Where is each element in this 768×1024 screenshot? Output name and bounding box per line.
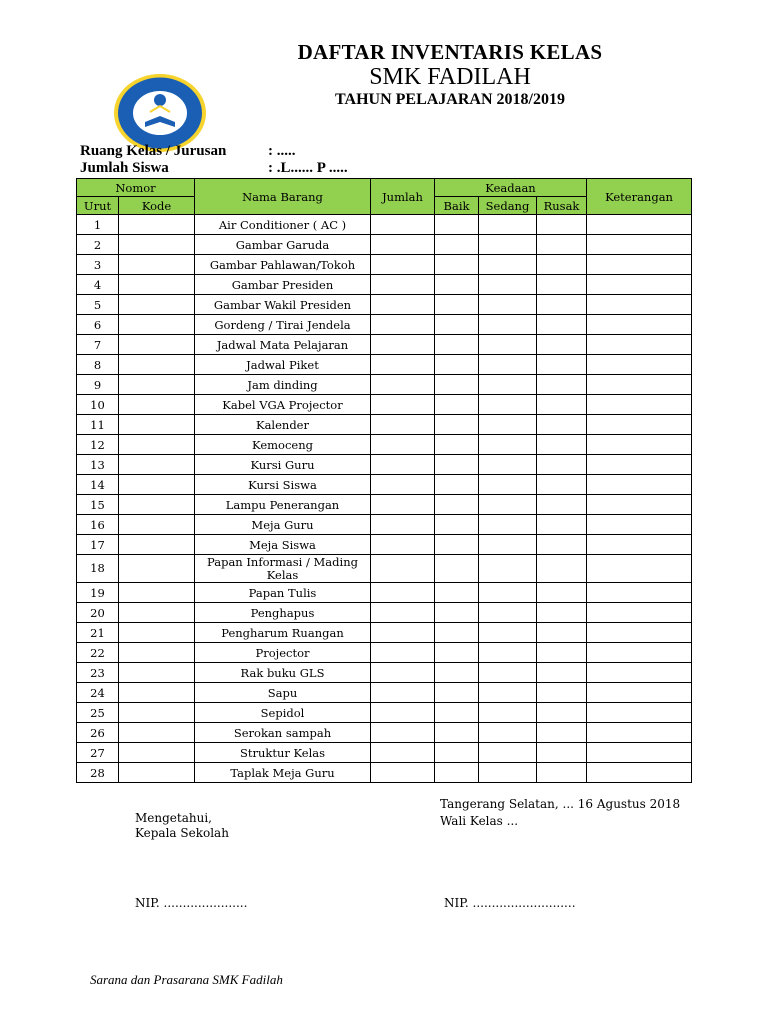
row-jumlah <box>371 435 435 455</box>
row-keterangan <box>587 215 692 235</box>
row-rusak <box>537 375 587 395</box>
row-keterangan <box>587 295 692 315</box>
row-number: 6 <box>77 315 119 335</box>
kepala-sekolah-label: Kepala Sekolah <box>135 826 229 840</box>
row-jumlah <box>371 275 435 295</box>
row-keterangan <box>587 315 692 335</box>
row-item-name: Kursi Siswa <box>195 475 371 495</box>
school-name: SMK FADILAH <box>369 64 531 90</box>
row-sedang <box>479 583 537 603</box>
row-rusak <box>537 435 587 455</box>
row-number: 11 <box>77 415 119 435</box>
row-sedang <box>479 395 537 415</box>
row-baik <box>435 703 479 723</box>
row-baik <box>435 603 479 623</box>
row-sedang <box>479 275 537 295</box>
row-keterangan <box>587 395 692 415</box>
row-item-name: Papan Informasi / Mading Kelas <box>195 555 371 583</box>
row-kode <box>119 315 195 335</box>
row-rusak <box>537 355 587 375</box>
row-keterangan <box>587 703 692 723</box>
row-rusak <box>537 495 587 515</box>
row-number: 24 <box>77 683 119 703</box>
row-kode <box>119 583 195 603</box>
row-baik <box>435 763 479 783</box>
header-nomor: Nomor <box>77 179 195 197</box>
students-info <box>80 160 348 177</box>
row-number: 28 <box>77 763 119 783</box>
row-rusak <box>537 603 587 623</box>
row-sedang <box>479 415 537 435</box>
row-number: 25 <box>77 703 119 723</box>
row-keterangan <box>587 515 692 535</box>
row-item-name: Taplak Meja Guru <box>195 763 371 783</box>
row-jumlah <box>371 355 435 375</box>
table-row <box>77 663 692 683</box>
row-item-name: Rak buku GLS <box>195 663 371 683</box>
row-jumlah <box>371 475 435 495</box>
row-number: 12 <box>77 435 119 455</box>
table-row <box>77 583 692 603</box>
row-baik <box>435 623 479 643</box>
row-kode <box>119 415 195 435</box>
table-row <box>77 703 692 723</box>
row-jumlah <box>371 555 435 583</box>
row-sedang <box>479 643 537 663</box>
row-jumlah <box>371 415 435 435</box>
table-row <box>77 643 692 663</box>
row-item-name: Gambar Pahlawan/Tokoh <box>195 255 371 275</box>
row-sedang <box>479 703 537 723</box>
inventory-table <box>76 178 692 783</box>
row-item-name: Penghapus <box>195 603 371 623</box>
row-sedang <box>479 215 537 235</box>
table-row <box>77 623 692 643</box>
row-baik <box>435 295 479 315</box>
row-jumlah <box>371 515 435 535</box>
row-item-name: Meja Guru <box>195 515 371 535</box>
nip-left: NIP. ...................... <box>135 896 248 910</box>
row-keterangan <box>587 335 692 355</box>
row-sedang <box>479 535 537 555</box>
school-logo <box>112 72 208 154</box>
row-kode <box>119 475 195 495</box>
row-kode <box>119 603 195 623</box>
row-number: 26 <box>77 723 119 743</box>
row-number: 2 <box>77 235 119 255</box>
row-baik <box>435 255 479 275</box>
row-number: 14 <box>77 475 119 495</box>
row-keterangan <box>587 495 692 515</box>
row-rusak <box>537 663 587 683</box>
row-item-name: Kabel VGA Projector <box>195 395 371 415</box>
row-rusak <box>537 215 587 235</box>
row-keterangan <box>587 235 692 255</box>
row-jumlah <box>371 335 435 355</box>
row-jumlah <box>371 723 435 743</box>
header-keadaan: Keadaan <box>435 179 587 197</box>
row-item-name: Sapu <box>195 683 371 703</box>
row-number: 21 <box>77 623 119 643</box>
row-number: 9 <box>77 375 119 395</box>
row-keterangan <box>587 535 692 555</box>
row-keterangan <box>587 743 692 763</box>
row-kode <box>119 643 195 663</box>
row-baik <box>435 315 479 335</box>
row-number: 13 <box>77 455 119 475</box>
header-kode: Kode <box>119 197 195 215</box>
row-jumlah <box>371 235 435 255</box>
row-number: 16 <box>77 515 119 535</box>
row-item-name: Serokan sampah <box>195 723 371 743</box>
row-keterangan <box>587 723 692 743</box>
row-rusak <box>537 555 587 583</box>
row-item-name: Kemoceng <box>195 435 371 455</box>
row-sedang <box>479 355 537 375</box>
row-item-name: Gambar Wakil Presiden <box>195 295 371 315</box>
row-baik <box>435 435 479 455</box>
table-row <box>77 683 692 703</box>
header-baik: Baik <box>435 197 479 215</box>
row-item-name: Gordeng / Tirai Jendela <box>195 315 371 335</box>
row-item-name: Struktur Kelas <box>195 743 371 763</box>
row-sedang <box>479 663 537 683</box>
row-kode <box>119 275 195 295</box>
table-row <box>77 335 692 355</box>
row-jumlah <box>371 763 435 783</box>
row-keterangan <box>587 555 692 583</box>
row-item-name: Pengharum Ruangan <box>195 623 371 643</box>
row-keterangan <box>587 683 692 703</box>
row-jumlah <box>371 583 435 603</box>
row-sedang <box>479 475 537 495</box>
row-baik <box>435 235 479 255</box>
wali-kelas-label: Wali Kelas ... <box>440 814 519 828</box>
row-baik <box>435 475 479 495</box>
table-row <box>77 255 692 275</box>
row-baik <box>435 515 479 535</box>
row-baik <box>435 555 479 583</box>
row-item-name: Kalender <box>195 415 371 435</box>
row-sedang <box>479 743 537 763</box>
row-keterangan <box>587 475 692 495</box>
row-jumlah <box>371 375 435 395</box>
row-number: 27 <box>77 743 119 763</box>
table-row <box>77 723 692 743</box>
row-baik <box>435 683 479 703</box>
row-kode <box>119 335 195 355</box>
row-keterangan <box>587 355 692 375</box>
row-item-name: Papan Tulis <box>195 583 371 603</box>
inventory-body <box>77 215 692 783</box>
row-rusak <box>537 395 587 415</box>
row-number: 17 <box>77 535 119 555</box>
table-row <box>77 555 692 583</box>
table-row <box>77 275 692 295</box>
row-keterangan <box>587 603 692 623</box>
row-item-name: Projector <box>195 643 371 663</box>
row-kode <box>119 295 195 315</box>
room-label: Ruang Kelas / Jurusan <box>80 143 227 159</box>
row-baik <box>435 723 479 743</box>
row-keterangan <box>587 583 692 603</box>
row-keterangan <box>587 623 692 643</box>
row-sedang <box>479 295 537 315</box>
header-nama-barang: Nama Barang <box>195 179 371 215</box>
mengetahui-label: Mengetahui, <box>135 811 212 825</box>
document-title: DAFTAR INVENTARIS KELAS <box>297 40 603 64</box>
table-row <box>77 215 692 235</box>
row-kode <box>119 395 195 415</box>
students-label: Jumlah Siswa <box>80 160 169 176</box>
row-item-name: Jadwal Piket <box>195 355 371 375</box>
row-sedang <box>479 255 537 275</box>
students-value: : .L...... P ..... <box>268 160 348 176</box>
row-number: 15 <box>77 495 119 515</box>
row-sedang <box>479 723 537 743</box>
row-rusak <box>537 623 587 643</box>
row-sedang <box>479 623 537 643</box>
row-baik <box>435 583 479 603</box>
table-row <box>77 295 692 315</box>
row-baik <box>435 643 479 663</box>
row-jumlah <box>371 643 435 663</box>
table-row <box>77 315 692 335</box>
row-rusak <box>537 455 587 475</box>
row-number: 23 <box>77 663 119 683</box>
row-number: 7 <box>77 335 119 355</box>
row-kode <box>119 215 195 235</box>
row-number: 10 <box>77 395 119 415</box>
row-jumlah <box>371 495 435 515</box>
row-jumlah <box>371 623 435 643</box>
row-kode <box>119 743 195 763</box>
row-rusak <box>537 535 587 555</box>
row-keterangan <box>587 435 692 455</box>
row-jumlah <box>371 295 435 315</box>
row-sedang <box>479 495 537 515</box>
row-number: 18 <box>77 555 119 583</box>
row-rusak <box>537 415 587 435</box>
row-jumlah <box>371 683 435 703</box>
row-rusak <box>537 515 587 535</box>
row-sedang <box>479 375 537 395</box>
row-baik <box>435 335 479 355</box>
row-number: 4 <box>77 275 119 295</box>
row-keterangan <box>587 455 692 475</box>
place-date: Tangerang Selatan, ... 16 Agustus 2018 <box>440 797 681 811</box>
row-keterangan <box>587 643 692 663</box>
row-sedang <box>479 315 537 335</box>
row-item-name: Gambar Garuda <box>195 235 371 255</box>
row-baik <box>435 395 479 415</box>
row-baik <box>435 663 479 683</box>
row-jumlah <box>371 215 435 235</box>
row-kode <box>119 683 195 703</box>
table-row <box>77 603 692 623</box>
table-row <box>77 455 692 475</box>
room-value: : ..... <box>268 143 296 159</box>
row-baik <box>435 375 479 395</box>
row-kode <box>119 235 195 255</box>
row-jumlah <box>371 603 435 623</box>
row-kode <box>119 355 195 375</box>
nip-right: NIP. ........................... <box>444 896 576 910</box>
row-number: 19 <box>77 583 119 603</box>
row-baik <box>435 215 479 235</box>
row-baik <box>435 743 479 763</box>
row-kode <box>119 663 195 683</box>
row-rusak <box>537 723 587 743</box>
table-row <box>77 535 692 555</box>
row-rusak <box>537 683 587 703</box>
row-number: 5 <box>77 295 119 315</box>
row-kode <box>119 763 195 783</box>
row-kode <box>119 515 195 535</box>
row-sedang <box>479 515 537 535</box>
row-item-name: Sepidol <box>195 703 371 723</box>
row-sedang <box>479 763 537 783</box>
table-row <box>77 355 692 375</box>
row-keterangan <box>587 255 692 275</box>
row-number: 8 <box>77 355 119 375</box>
row-rusak <box>537 475 587 495</box>
table-row <box>77 515 692 535</box>
row-item-name: Meja Siswa <box>195 535 371 555</box>
row-number: 22 <box>77 643 119 663</box>
row-sedang <box>479 555 537 583</box>
row-baik <box>435 535 479 555</box>
row-number: 3 <box>77 255 119 275</box>
header-keterangan: Keterangan <box>587 179 692 215</box>
row-keterangan <box>587 663 692 683</box>
row-jumlah <box>371 255 435 275</box>
row-kode <box>119 455 195 475</box>
table-row <box>77 395 692 415</box>
row-sedang <box>479 683 537 703</box>
row-number: 20 <box>77 603 119 623</box>
row-rusak <box>537 295 587 315</box>
row-rusak <box>537 335 587 355</box>
row-rusak <box>537 583 587 603</box>
header-rusak: Rusak <box>537 197 587 215</box>
row-keterangan <box>587 275 692 295</box>
row-baik <box>435 455 479 475</box>
table-row <box>77 495 692 515</box>
row-jumlah <box>371 743 435 763</box>
table-row <box>77 763 692 783</box>
row-rusak <box>537 255 587 275</box>
row-kode <box>119 623 195 643</box>
table-row <box>77 415 692 435</box>
academic-year: TAHUN PELAJARAN 2018/2019 <box>335 91 565 108</box>
row-rusak <box>537 275 587 295</box>
row-item-name: Jam dinding <box>195 375 371 395</box>
row-rusak <box>537 315 587 335</box>
row-item-name: Kursi Guru <box>195 455 371 475</box>
row-kode <box>119 435 195 455</box>
row-baik <box>435 415 479 435</box>
header-sedang: Sedang <box>479 197 537 215</box>
row-sedang <box>479 455 537 475</box>
row-keterangan <box>587 415 692 435</box>
row-sedang <box>479 235 537 255</box>
table-row <box>77 375 692 395</box>
row-jumlah <box>371 703 435 723</box>
row-jumlah <box>371 315 435 335</box>
header-urut: Urut <box>77 197 119 215</box>
table-row <box>77 435 692 455</box>
row-item-name: Jadwal Mata Pelajaran <box>195 335 371 355</box>
row-jumlah <box>371 395 435 415</box>
row-kode <box>119 723 195 743</box>
row-sedang <box>479 435 537 455</box>
row-kode <box>119 703 195 723</box>
footer-note: Sarana dan Prasarana SMK Fadilah <box>90 972 283 987</box>
row-keterangan <box>587 763 692 783</box>
row-rusak <box>537 235 587 255</box>
row-baik <box>435 495 479 515</box>
table-row <box>77 235 692 255</box>
row-item-name: Air Conditioner ( AC ) <box>195 215 371 235</box>
row-jumlah <box>371 455 435 475</box>
row-kode <box>119 375 195 395</box>
room-info <box>80 143 296 160</box>
row-rusak <box>537 643 587 663</box>
row-kode <box>119 535 195 555</box>
row-number: 1 <box>77 215 119 235</box>
row-jumlah <box>371 663 435 683</box>
row-baik <box>435 355 479 375</box>
row-jumlah <box>371 535 435 555</box>
row-baik <box>435 275 479 295</box>
row-kode <box>119 555 195 583</box>
table-row <box>77 743 692 763</box>
row-rusak <box>537 703 587 723</box>
row-kode <box>119 495 195 515</box>
row-rusak <box>537 743 587 763</box>
row-rusak <box>537 763 587 783</box>
row-item-name: Lampu Penerangan <box>195 495 371 515</box>
row-sedang <box>479 603 537 623</box>
table-row <box>77 475 692 495</box>
row-kode <box>119 255 195 275</box>
row-sedang <box>479 335 537 355</box>
row-keterangan <box>587 375 692 395</box>
header-jumlah: Jumlah <box>371 179 435 215</box>
row-item-name: Gambar Presiden <box>195 275 371 295</box>
